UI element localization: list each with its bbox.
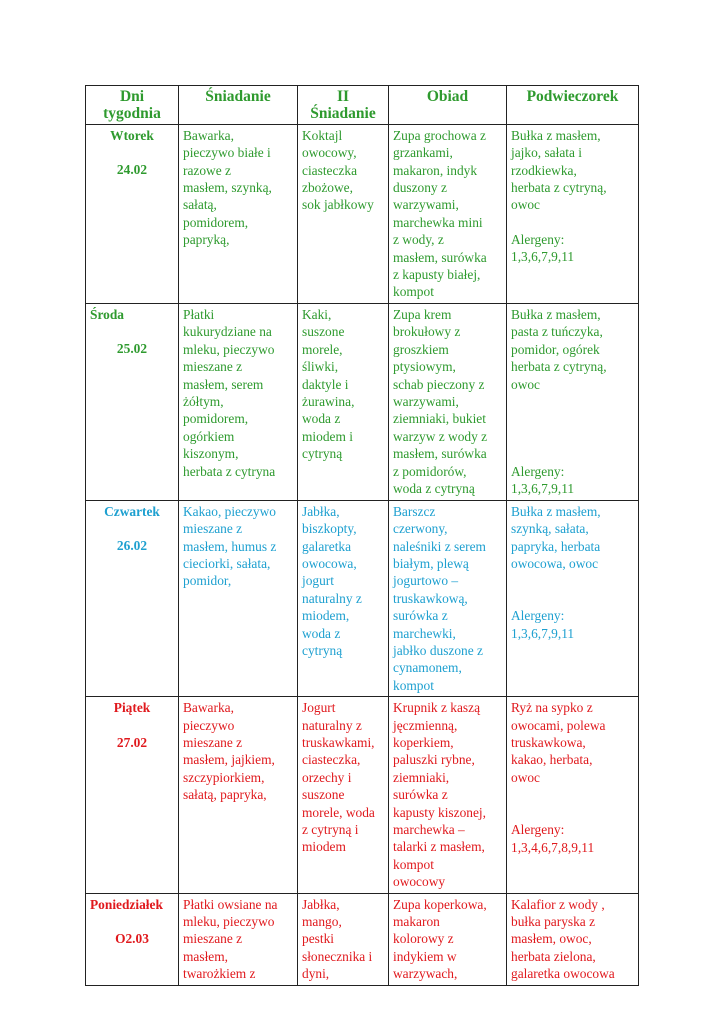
snack-cell bbox=[507, 893, 639, 985]
lunch-cell: Zupa koperkowa, makaron kolorowy z indykiem w warzywach, bbox=[389, 893, 507, 985]
second-breakfast-cell: Jogurt naturalny z truskawkami, ciasteczka, orzechy i suszone morele, woda z cytryną i miodem bbox=[298, 697, 389, 893]
breakfast-cell: Bawarka, pieczywo białe i razowe z masłem, szynką, sałatą, pomidorem, papryką, bbox=[179, 124, 298, 303]
header-row bbox=[86, 86, 639, 125]
table-row bbox=[86, 893, 639, 985]
day-cell bbox=[86, 893, 179, 985]
header-snack: Podwieczorek bbox=[507, 86, 639, 125]
breakfast-cell: Bawarka, pieczywo mieszane z masłem, jajkiem, szczypiorkiem, sałatą, papryka, bbox=[179, 697, 298, 893]
breakfast-cell: Kakao, pieczywo mieszane z masłem, humus z cieciorki, sałata, pomidor, bbox=[179, 500, 298, 696]
lunch-cell: Barszcz czerwony, naleśniki z serem białym, plewą jogurtowo – truskawkową, surówka z marchewki, jabłko duszone z cynamonem, kompot bbox=[389, 500, 507, 696]
day-name: Poniedziałek bbox=[90, 896, 163, 912]
day-date: 27.02 bbox=[116, 734, 148, 750]
day-name: Wtorek bbox=[110, 127, 154, 143]
day-date: 24.02 bbox=[116, 162, 148, 178]
second-breakfast-cell: Kaki, suszone morele, śliwki, daktyle i żurawina, woda z miodem i cytryną bbox=[298, 303, 389, 500]
header-lunch: Obiad bbox=[389, 86, 507, 125]
snack-cell bbox=[507, 697, 639, 893]
day-cell bbox=[86, 124, 179, 303]
lunch-cell: Krupnik z kaszą jęczmienną, koperkiem, paluszki rybne, ziemniaki, surówka z kapusty kiszonej, marchewka – talarki z masłem, kompot owocowy bbox=[389, 697, 507, 893]
header-second-breakfast: II Śniadanie bbox=[298, 86, 389, 125]
allergens-text: Alergeny: 1,3,4,6,7,8,9,11 bbox=[511, 822, 595, 855]
day-date: 26.02 bbox=[116, 538, 148, 554]
second-breakfast-cell: Koktajl owocowy, ciasteczka zbożowe, sok jabłkowy bbox=[298, 124, 389, 303]
day-cell bbox=[86, 303, 179, 500]
second-breakfast-cell: Jabłka, biszkopty, galaretka owocowa, jogurt naturalny z miodem, woda z cytryną bbox=[298, 500, 389, 696]
table-row bbox=[86, 500, 639, 696]
day-name: Czwartek bbox=[104, 503, 160, 519]
snack-text: Bułka z masłem, jajko, sałata i rzodkiewka, herbata z cytryną, owoc bbox=[511, 127, 607, 213]
allergens-text: Alergeny: 1,3,6,7,9,11 bbox=[511, 231, 575, 265]
second-breakfast-cell: Jabłka, mango, pestki słonecznika i dyni, bbox=[298, 893, 389, 985]
day-date: O2.03 bbox=[115, 931, 149, 947]
snack-text: Bułka z masłem, szynką, sałata, papryka, herbata owocowa, owoc bbox=[511, 503, 601, 571]
table-row bbox=[86, 697, 639, 893]
day-cell bbox=[86, 697, 179, 893]
day-cell bbox=[86, 500, 179, 696]
lunch-cell: Zupa krem brokułowy z groszkiem ptysiowym, schab pieczony z warzywami, ziemniaki, bukiet warzyw z wody z masłem, surówka z pomidorów, woda z cytryną bbox=[389, 303, 507, 500]
snack-cell bbox=[507, 303, 639, 500]
day-date: 25.02 bbox=[116, 341, 148, 357]
menu-table bbox=[85, 85, 639, 986]
day-name: Środa bbox=[90, 306, 124, 322]
day-name: Piątek bbox=[113, 700, 151, 716]
snack-text: Ryż na sypko z owocami, polewa truskawkowa, kakao, herbata, owoc bbox=[511, 700, 606, 785]
table-row bbox=[86, 124, 639, 303]
lunch-cell: Zupa grochowa z grzankami, makaron, indyk duszony z warzywami, marchewka mini z wody, z masłem, surówka z kapusty białej, kompot bbox=[389, 124, 507, 303]
header-breakfast: Śniadanie bbox=[179, 86, 298, 125]
allergens-text: Alergeny: 1,3,6,7,9,11 bbox=[511, 608, 575, 641]
snack-text: Bułka z masłem, pasta z tuńczyka, pomidor, ogórek herbata z cytryną, owoc bbox=[511, 306, 607, 392]
breakfast-cell: Płatki kukurydziane na mleku, pieczywo mieszane z masłem, serem żółtym, pomidorem, ogórkiem kiszonym, herbata z cytryna bbox=[179, 303, 298, 500]
snack-cell bbox=[507, 124, 639, 303]
breakfast-cell: Płatki owsiane na mleku, pieczywo mieszane z masłem, twarożkiem z bbox=[179, 893, 298, 985]
table-row bbox=[86, 303, 639, 500]
allergens-text: Alergeny: 1,3,6,7,9,11 bbox=[511, 463, 575, 497]
snack-text: Kalafior z wody , bułka paryska z masłem, owoc, herbata zielona, galaretka owocowa bbox=[511, 896, 615, 982]
header-days: Dni tygodnia bbox=[86, 86, 179, 125]
snack-cell bbox=[507, 500, 639, 696]
